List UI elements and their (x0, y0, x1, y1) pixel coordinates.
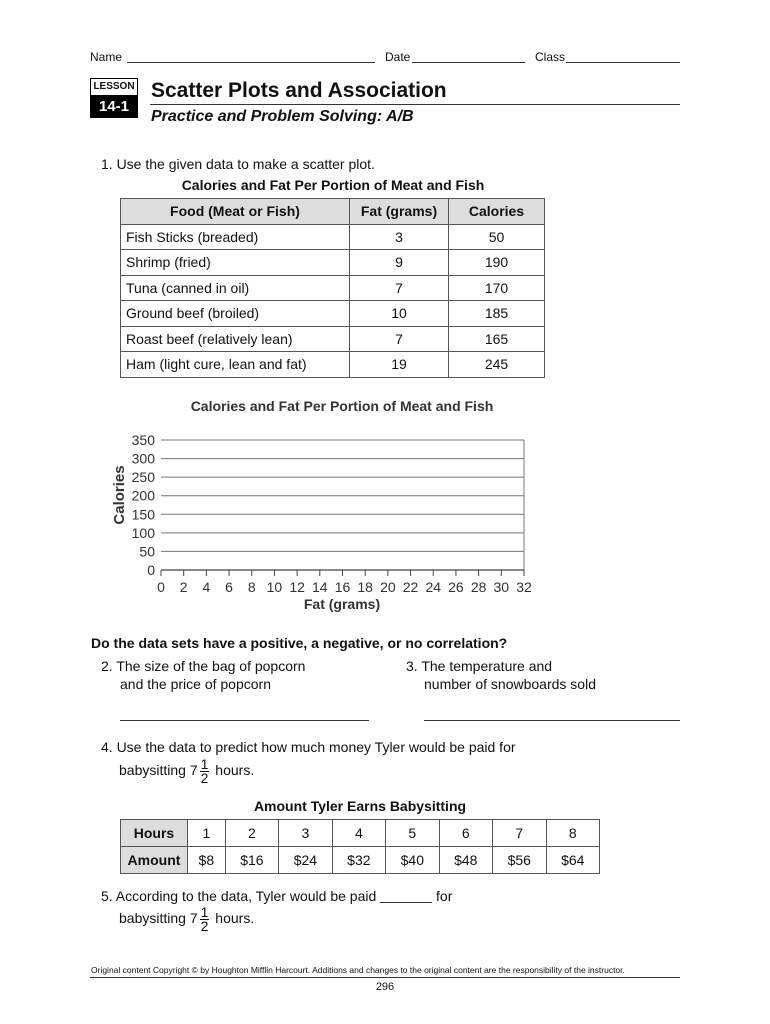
calories-cell: 190 (449, 250, 545, 276)
q4-line2 (119, 758, 254, 785)
chart-title: Calories and Fat Per Portion of Meat and Fish (190, 398, 494, 414)
hours-row (121, 820, 600, 847)
page-number: 296 (375, 981, 395, 993)
fat-cell: 10 (350, 301, 449, 327)
frac-numerator: 1 (200, 904, 209, 920)
date-label: Date (385, 50, 411, 64)
y-axis-label: Calories (111, 465, 128, 525)
table-row (121, 250, 545, 276)
food-table-header (121, 199, 545, 225)
table-row (121, 224, 545, 250)
copyright-text: Original content Copyright © by Houghton Mifflin Harcourt. Additions and changes to the original content are the responsibility of the instructor. (91, 965, 625, 975)
amount-cell: $32 (332, 847, 385, 874)
q3-answer-line[interactable] (424, 720, 680, 721)
title-rule (150, 104, 680, 105)
table-row (121, 326, 545, 352)
x-axis-label: Fat (grams) (303, 596, 381, 612)
amount-cell: $56 (493, 847, 546, 874)
calories-cell: 170 (449, 275, 545, 301)
class-field[interactable] (566, 62, 680, 63)
q1-table-title: Calories and Fat Per Portion of Meat and Fish (181, 177, 485, 193)
x-tick-label: 12 (289, 579, 305, 595)
calories-cell: 50 (449, 224, 545, 250)
x-tick-label: 28 (470, 579, 487, 595)
amount-cell: $16 (225, 847, 278, 874)
page-subtitle: Practice and Problem Solving: A/B (151, 108, 414, 125)
hours-cell: 8 (546, 820, 600, 847)
amount-row (121, 847, 600, 874)
page-title: Scatter Plots and Association (151, 79, 447, 102)
earnings-table (120, 819, 600, 874)
table-row (121, 301, 545, 327)
correlation-heading: Do the data sets have a positive, a negative, or no correlation? (91, 635, 508, 651)
x-tick-label: 32 (516, 579, 532, 595)
food-cell: Fish Sticks (breaded) (121, 224, 350, 250)
q2-line1: 2. The size of the bag of popcorn (101, 658, 306, 674)
q4-line1: 4. Use the data to predict how much money Tyler would be paid for (101, 739, 516, 755)
date-field[interactable] (412, 62, 525, 63)
food-table (120, 198, 545, 378)
y-tick-label: 200 (131, 487, 155, 504)
q1-text: 1. Use the given data to make a scatter plot. (101, 156, 375, 172)
x-tick-label: 22 (402, 579, 419, 595)
q4-suffix: hours. (215, 762, 255, 779)
amount-header: Amount (121, 847, 188, 874)
y-tick-label: 300 (131, 450, 155, 467)
table-row (121, 275, 545, 301)
q2-answer-line[interactable] (120, 720, 369, 721)
hours-cell: 3 (279, 820, 332, 847)
amount-cell: $48 (439, 847, 492, 874)
q5-line2-suffix: hours. (215, 910, 255, 927)
name-label: Name (90, 50, 123, 64)
q3-line1: 3. The temperature and (406, 658, 553, 674)
x-tick-label: 30 (493, 579, 510, 595)
hours-cell: 4 (332, 820, 385, 847)
x-tick-label: 16 (334, 579, 351, 595)
q5-prefix: 5. According to the data, Tyler would be paid (101, 888, 377, 904)
lesson-badge (90, 78, 138, 118)
food-cell: Tuna (canned in oil) (121, 275, 350, 301)
fat-cell: 19 (350, 352, 449, 378)
fat-cell: 3 (350, 224, 449, 250)
x-tick-label: 8 (247, 579, 256, 595)
q5-suffix: for (436, 888, 453, 904)
q2-line2: and the price of popcorn (120, 676, 271, 692)
hours-cell: 2 (225, 820, 278, 847)
x-tick-label: 4 (202, 579, 211, 595)
food-cell: Shrimp (fried) (121, 250, 350, 276)
y-tick-label: 100 (131, 524, 155, 541)
q5-line2 (119, 906, 254, 933)
name-field[interactable] (127, 62, 375, 63)
q3-line2: number of snowboards sold (424, 676, 596, 692)
x-tick-label: 26 (448, 579, 464, 595)
fat-cell: 9 (350, 250, 449, 276)
lesson-number: 14-1 (90, 96, 138, 118)
fraction-one-half (200, 906, 210, 933)
col-fat: Fat (grams) (350, 199, 449, 225)
hours-cell: 6 (439, 820, 492, 847)
y-tick-label: 350 (131, 432, 155, 448)
food-cell: Ham (light cure, lean and fat) (121, 352, 350, 378)
calories-cell: 165 (449, 326, 545, 352)
x-tick-label: 0 (157, 579, 165, 595)
amount-cell: $64 (546, 847, 600, 874)
col-food: Food (Meat or Fish) (121, 199, 350, 225)
y-tick-label: 50 (139, 543, 155, 560)
frac-denominator: 2 (200, 918, 209, 934)
q4-table-title: Amount Tyler Earns Babysitting (253, 798, 467, 814)
food-cell: Ground beef (broiled) (121, 301, 350, 327)
frac-numerator: 1 (200, 756, 209, 772)
footer-rule (90, 977, 680, 978)
calories-cell: 185 (449, 301, 545, 327)
q4-prefix: babysitting 7 (119, 762, 198, 779)
x-tick-label: 6 (225, 579, 233, 595)
frac-denominator: 2 (200, 770, 209, 786)
food-cell: Roast beef (relatively lean) (121, 326, 350, 352)
amount-cell: $8 (188, 847, 226, 874)
x-tick-label: 20 (380, 579, 396, 595)
y-tick-label: 250 (131, 469, 155, 486)
hours-cell: 1 (188, 820, 226, 847)
table-row (121, 352, 545, 378)
x-tick-label: 2 (179, 579, 188, 595)
fat-cell: 7 (350, 275, 449, 301)
y-tick-label: 150 (131, 506, 155, 523)
scatter-plot[interactable] (100, 395, 550, 620)
x-tick-label: 14 (312, 579, 328, 595)
amount-cell: $24 (279, 847, 332, 874)
fat-cell: 7 (350, 326, 449, 352)
col-calories: Calories (449, 199, 545, 225)
q5-line2-prefix: babysitting 7 (119, 910, 198, 927)
fraction-one-half (200, 758, 210, 785)
amount-cell: $40 (386, 847, 439, 874)
hours-cell: 7 (493, 820, 546, 847)
lesson-label: LESSON (90, 78, 138, 96)
q5-answer-blank[interactable] (380, 902, 432, 903)
x-tick-label: 24 (425, 579, 442, 595)
calories-cell: 245 (449, 352, 545, 378)
y-tick-label: 0 (147, 562, 155, 578)
x-tick-label: 10 (266, 579, 283, 595)
q5-line1 (101, 888, 452, 904)
class-label: Class (535, 50, 566, 64)
x-tick-label: 18 (357, 579, 373, 595)
hours-header: Hours (121, 820, 188, 847)
hours-cell: 5 (386, 820, 439, 847)
